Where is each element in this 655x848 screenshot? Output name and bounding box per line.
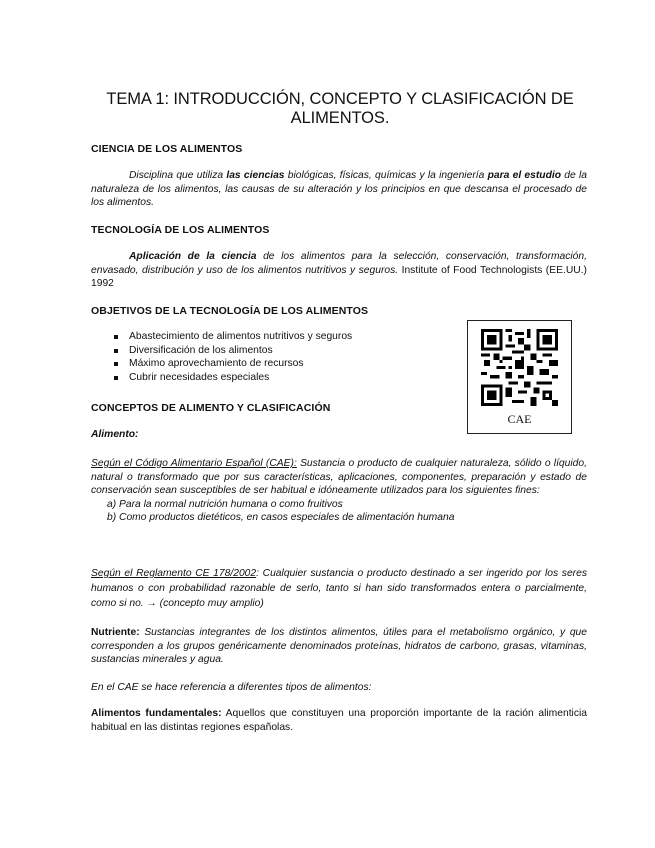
paragraph-fundamentales	[91, 707, 587, 734]
heading-tecnologia: TECNOLOGÍA DE LOS ALIMENTOS	[91, 224, 270, 236]
heading-objetivos: OBJETIVOS DE LA TECNOLOGÍA DE LOS ALIMENTOS	[91, 305, 369, 317]
text: de los alimentos para la selección, conservación, transformación, envasado, distribución y uso de los alimentos nutritivos y seguros.	[91, 251, 587, 276]
list-item: a) Para la normal nutrición humana o como fruitivos	[107, 498, 343, 510]
bold-text: Alimentos fundamentales:	[91, 708, 222, 719]
qr-caption: CAE	[507, 412, 532, 426]
page-title: TEMA 1: INTRODUCCIÓN, CONCEPTO Y CLASIFICACIÓN DE ALIMENTOS.	[106, 90, 574, 127]
heading-ciencia: CIENCIA DE LOS ALIMENTOS	[91, 143, 243, 155]
bold-text: Aplicación de la ciencia	[129, 251, 257, 262]
text: biológicas, físicas, químicas y la ingeniería	[284, 170, 488, 181]
cae-source: Según el Código Alimentario Español (CAE):	[91, 458, 297, 469]
objetivos-list	[112, 330, 352, 384]
list-item: b) Como productos dietéticos, en casos especiales de alimentación humana	[107, 512, 455, 523]
text: Sustancias integrantes de los distintos alimentos, útiles para el metabolismo orgánico, y que corresponden a los grupos genéricamente denominados proteínas, hidratos de carbono, grasas, vitaminas, sustancias minerales y agua.	[91, 627, 587, 665]
bold-text: Alimento:	[91, 429, 139, 440]
paragraph-ciencia	[91, 169, 587, 210]
paragraph-nutriente	[91, 626, 587, 667]
paragraph-tecnologia	[91, 250, 587, 291]
text: Aquellos que constituyen una proporción importante de la ración alimenticia habitual en las distintas regiones españolas.	[91, 708, 588, 733]
heading-conceptos: CONCEPTOS DE ALIMENTO Y CLASIFICACIÓN	[91, 402, 331, 414]
list-item: Diversificación de los alimentos	[112, 344, 352, 358]
text: : Cualquier sustancia o producto destinado a ser ingerido por los seres humanos o con probabilidad razonable de serlo, tanto si han sido transformados entera o parcialmente, como si no. → (concepto muy amplio)	[91, 568, 587, 609]
paragraph-reglamento	[91, 566, 587, 611]
text: Sustancia o producto de cualquier naturaleza, sólido o líquido, natural o transformado que por sus características, aplicaciones, componentes, preparación y estado de conservación sean susceptibles de ser habitual e idóneamente utilizados para los siguientes fines:	[91, 458, 587, 496]
bold-text: para el estudio	[487, 170, 562, 181]
text: Institute of Food Technologists (EE.UU.) 1992	[91, 264, 587, 289]
bold-text: las ciencias	[226, 170, 285, 181]
cae-list	[91, 498, 587, 525]
paragraph-cae	[91, 457, 587, 525]
ce-source: Según el Reglamento CE 178/2002	[91, 568, 257, 579]
bold-text: Nutriente:	[91, 627, 140, 638]
list-item: Máximo aprovechamiento de recursos	[112, 357, 352, 371]
text: Disciplina que utiliza	[129, 170, 227, 181]
qr-code-box	[467, 320, 572, 434]
list-item: Cubrir necesidades especiales	[112, 371, 352, 385]
list-item: Abastecimiento de alimentos nutritivos y seguros	[112, 330, 352, 344]
qr-code-icon	[481, 329, 558, 406]
text: de la naturaleza de los alimentos, las causas de su alteración y los principios en que descansa el procesado de los alimentos.	[91, 170, 588, 208]
alimento-label	[91, 428, 587, 442]
paragraph-cae-ref: En el CAE se hace referencia a diferentes tipos de alimentos:	[91, 682, 372, 693]
